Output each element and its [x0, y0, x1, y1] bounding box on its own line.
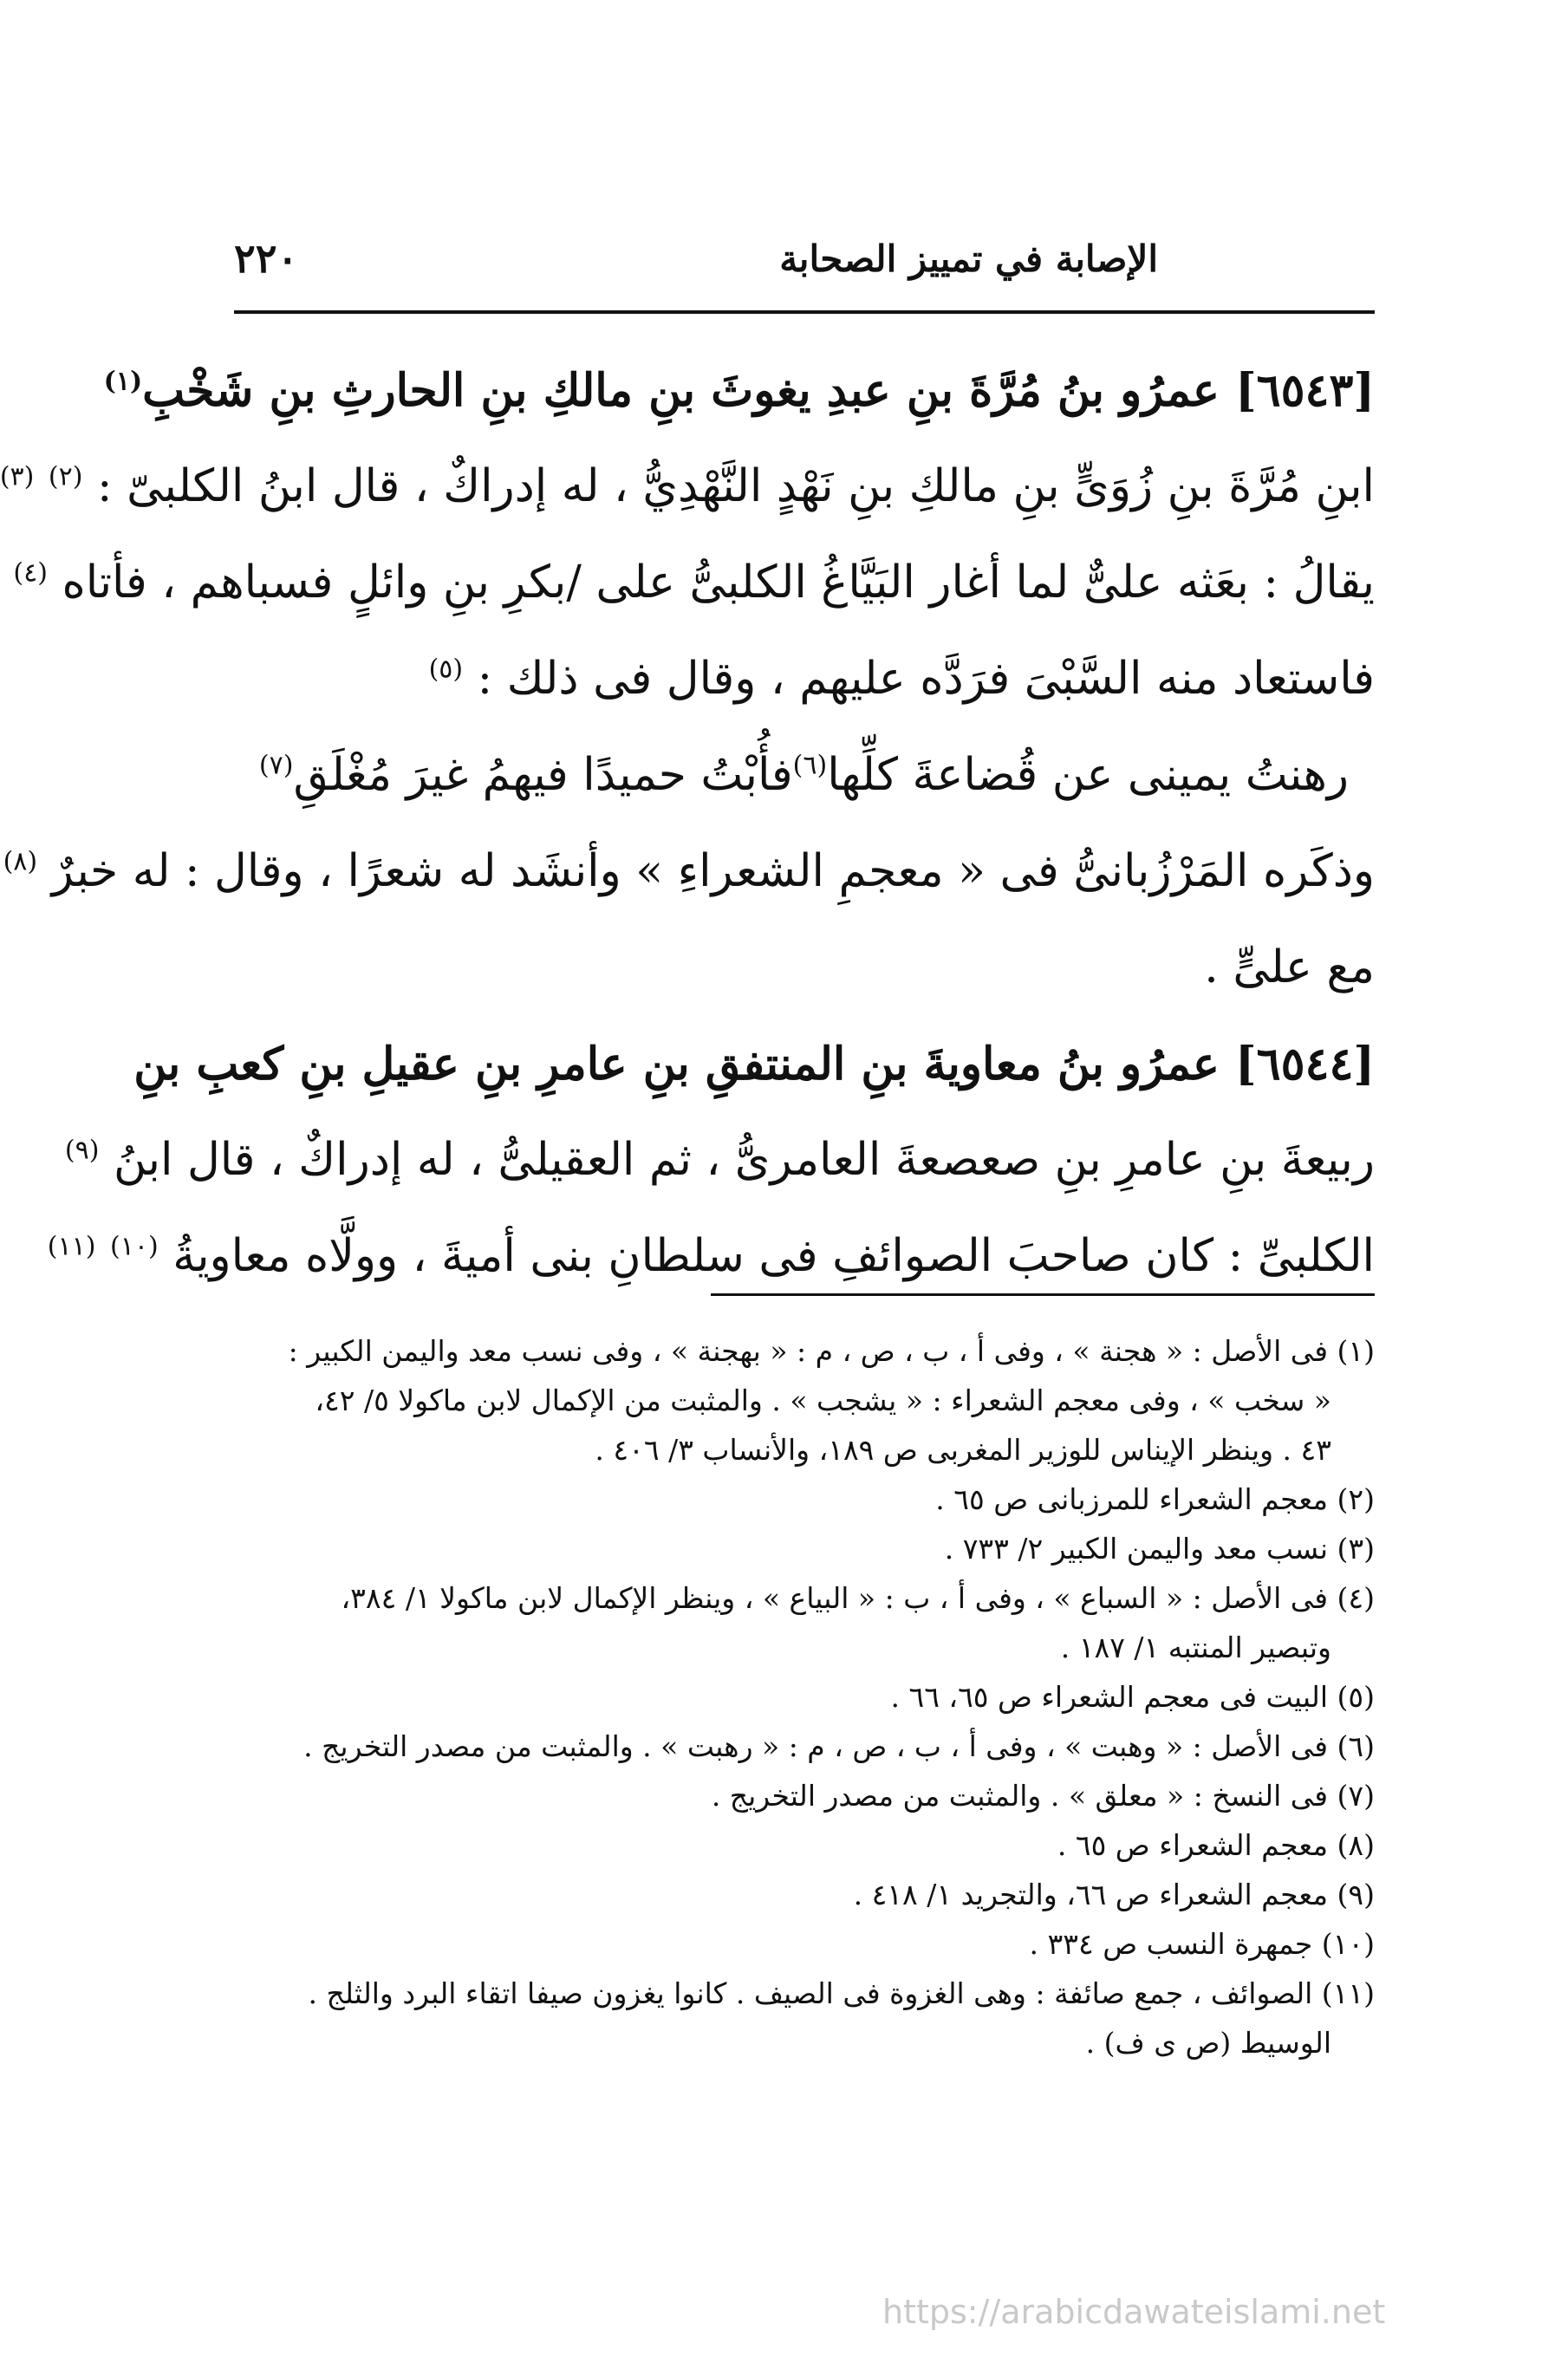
- verse-second-hemistich: فأُبْتُ حميدًا فيهمُ غيرَ مُغْلَقِ$^{(٧)}$: [258, 749, 793, 801]
- footnote-ref: (٢): [48, 461, 83, 492]
- footnote-3: (٣) نسب معد واليمن الكبير ٢/ ٧٣٣ .: [944, 1532, 1375, 1566]
- footnote-ref: (١٠): [110, 1231, 159, 1262]
- main-text: [0, 342, 1375, 1305]
- entry-6543-line-3: يقالُ : بعَثه علىٌّ لما أغار البَيَّاغُ الكلبىُّ على /بكرِ بنِ وائلٍ فسباهم ، فأتاه $^{(٤)}$: [13, 557, 1375, 609]
- entry-6544-line-2: ربيعةَ بنِ عامرِ بنِ صعصعةَ العامرىُّ ، ثم العقيلىُّ ، له إدراكٌ ، قال ابنُ $^{(٩)}$: [64, 1134, 1375, 1186]
- footnote-ref: (٩): [64, 1135, 100, 1166]
- footnote-1-cont: « سخب » ، وفى معجم الشعراء : « يشجب » . والمثبت من الإكمال لابن ماكولا ٥/ ٤٢،: [315, 1384, 1331, 1417]
- footnote-ref: (٨): [3, 846, 38, 877]
- footnote-6: (٦) فى الأصل : « وهبت » ، وفى أ ، ب ، ص ، م : « رهبت » . والمثبت من مصدر التخريج .: [303, 1729, 1375, 1763]
- footnote-9: (٩) معجم الشعراء ص ٦٦، والتجريد ١/ ٤١٨ .: [853, 1878, 1375, 1911]
- entry-6544-line-1: [٦٥٤٤] عمرُو بنُ معاويةَ بنِ المنتفقِ بنِ عامرِ بنِ عقيلِ بنِ كعبِ بنِ: [133, 1038, 1375, 1091]
- footnote-8: (٨) معجم الشعراء ص ٦٥ .: [1057, 1828, 1375, 1862]
- footnote-ref: (١١): [47, 1231, 96, 1262]
- verse-first-hemistich: رهنتُ يمينى عن قُضاعةَ كلِّها$^{(٦)}$: [792, 749, 1349, 801]
- footnote-5: (٥) البيت فى معجم الشعراء ص ٦٥، ٦٦ .: [890, 1680, 1375, 1714]
- poetry-verse: [234, 727, 1375, 824]
- header-rule: [234, 310, 1375, 314]
- entry-6543-line-4: فاستعاد منه السَّبْىَ فرَدَّه عليهم ، وقال فى ذلك : $^{(٥)}$: [428, 653, 1375, 705]
- footnote-1: (١) فى الأصل : « هجنة » ، وفى أ ، ب ، ص ، م : « بهجنة » ، وفى نسب معد واليمن الكبير :: [288, 1334, 1375, 1368]
- footnote-ref: (٤): [13, 557, 48, 589]
- footnote-7: (٧) فى النسخ : « معلق » . والمثبت من مصدر التخريج .: [711, 1779, 1375, 1813]
- entry-6543-line-1: [٦٥٤٣] عمرُو بنُ مُرَّةَ بنِ عبدِ يغوثَ بنِ مالكِ بنِ الحارثِ بنِ شَخْبِ$^{(١)}$: [103, 364, 1375, 417]
- footnote-ref: (٥): [428, 654, 464, 685]
- footnote-ref: (١): [103, 366, 143, 397]
- watermark-url: https://arabicdawateislami.net: [882, 2293, 1386, 2331]
- footnote-10: (١٠) جمهرة النسب ص ٣٣٤ .: [1029, 1927, 1375, 1961]
- footnote-2: (٢) معجم الشعراء للمرزبانى ص ٦٥ .: [935, 1482, 1375, 1516]
- footnote-11: (١١) الصوائف ، جمع صائفة : وهى الغزوة فى الصيف . كانوا يغزون صيفا اتقاء البرد والثلج .: [308, 1976, 1375, 2010]
- footnote-4-cont: وتبصير المنتبه ١/ ١٨٧ .: [1060, 1631, 1331, 1664]
- entry-6543-line-2: ابنِ مُرَّةَ بنِ زُوَىٍّ بنِ مالكِ بنِ نَهْدٍ النَّهْدِيُّ ، له إدراكٌ ، قال ابنُ الكلبىّ : $^{(٢)}$ $^{(٣)}$: [0, 460, 1375, 512]
- page-header: [234, 232, 1375, 284]
- entry-6543-line-5: وذكَره المَرْزُبانىُّ فى « معجمِ الشعراءِ » وأنشَد له شعرًا ، وقال : له خبرٌ $^{(٨)}$: [3, 845, 1375, 897]
- footnotes: [234, 1326, 1375, 2067]
- footnote-ref: (٣): [0, 461, 35, 492]
- book-title: الإصابة في تمييز الصحابة: [779, 237, 1158, 280]
- entry-6544-line-3: الكلبىِّ : كان صاحبَ الصوائفِ فى سلطانِ بنى أميةَ ، وولَّاه معاويةُ $^{(١٠)}$ $^{(١١)}$: [47, 1230, 1375, 1282]
- page-number: ٢٢٠: [234, 235, 299, 282]
- entry-6543-line-6: مع علىٍّ .: [1204, 941, 1375, 993]
- footnote-1-cont: ٤٣ . وينظر الإيناس للوزير المغربى ص ١٨٩، والأنساب ٣/ ٤٠٦ .: [595, 1433, 1331, 1467]
- footnote-4: (٤) فى الأصل : « السباع » ، وفى أ ، ب : « البياع » ، وينظر الإكمال لابن ماكولا ١/ ٣٨٤،: [341, 1581, 1375, 1615]
- footnote-rule: [711, 1293, 1375, 1296]
- footnote-11-cont: الوسيط (ص ى ف) .: [1085, 2026, 1331, 2060]
